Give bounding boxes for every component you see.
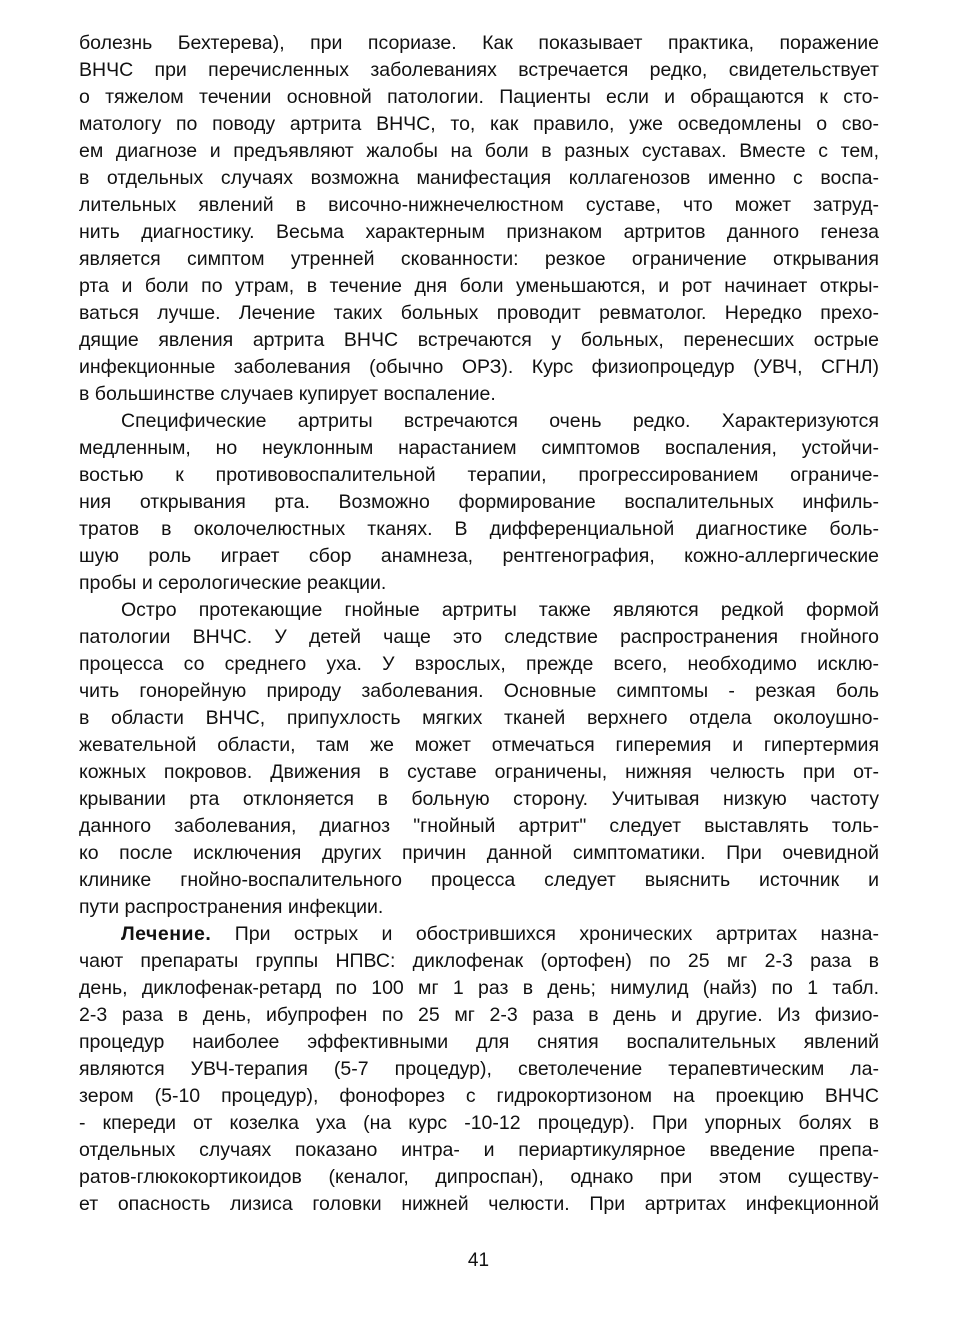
text-line: являются УВЧ-терапия (5-7 процедур), светолечение терапевтическим ла- [79, 1058, 879, 1080]
text-line: ратов-глюкокортикоидов (кеналог, дипроспан), однако при этом существу- [79, 1166, 879, 1188]
text-line: день, диклофенак-ретард по 100 мг 1 раз в день; нимулид (найз) по 1 табл. [79, 977, 879, 999]
text-line: лительных явлений в височно-нижнечелюстном суставе, что может затруд- [79, 194, 879, 216]
text-line: инфекционные заболевания (обычно ОРЗ). Курс физиопроцедур (УВЧ, СГНЛ) [79, 356, 879, 378]
text-line: рта и боли по утрам, в течение дня боли уменьшаются, и рот начинает откры- [79, 275, 879, 297]
text-line: данного заболевания, диагноз "гнойный артрит" следует выставлять толь- [79, 815, 879, 837]
text-line: матологу по поводу артрита ВНЧС, то, как правило, уже осведомлены о сво- [79, 113, 879, 135]
text-line: в области ВНЧС, припухлость мягких тканей верхнего отдела околоушно- [79, 707, 879, 729]
page-number: 41 [467, 1250, 490, 1271]
text-line: шую роль играет сбор анамнеза, рентгенография, кожно-аллергические [79, 545, 879, 567]
text-line: востью к противовоспалительной терапии, прогрессированием ограниче- [79, 464, 879, 486]
text-line: в отдельных случаях возможна манифестация коллагенозов именно с воспа- [79, 167, 879, 189]
text-line: процедур наиболее эффективными для снятия воспалительных явлений [79, 1031, 879, 1053]
paragraph-2 [79, 408, 879, 597]
text-line: о тяжелом течении основной патологии. Пациенты если и обращаются к сто- [79, 86, 879, 108]
text-line: нить диагностику. Весьма характерным признаком артритов данного генеза [79, 221, 879, 243]
text-line: болезнь Бехтерева), при псориазе. Как показывает практика, поражение [79, 32, 879, 54]
paragraph-3 [79, 597, 879, 921]
paragraph-4 [79, 921, 879, 1218]
text-line: ВНЧС при перечисленных заболеваниях встречается редко, свидетельствует [79, 59, 879, 81]
text-line: ния открывания рта. Возможно формирование воспалительных инфиль- [79, 491, 879, 513]
text-line: пробы и серологические реакции. [79, 572, 387, 594]
text-line: крывании рта отклоняется в больную сторону. Учитывая низкую частоту [79, 788, 879, 810]
page-body [79, 30, 879, 1218]
text-line: чить гонорейную природу заболевания. Основные симптомы - резкая боль [79, 680, 879, 702]
text-line: патологии ВНЧС. У детей чаще это следствие распространения гнойного [79, 626, 879, 648]
text-line: ваться лучше. Лечение таких больных проводит ревматолог. Нередко прехо- [79, 302, 879, 324]
text-line: процесса со среднего уха. У взрослых, прежде всего, необходимо исклю- [79, 653, 879, 675]
text-line: является симптом утренней скованности: резкое ограничение открывания [79, 248, 879, 270]
text-line: жевательной области, там же может отмечаться гиперемия и гипертермия [79, 734, 879, 756]
run-in-heading: Лечение. [121, 923, 212, 945]
text-line: чают препараты группы НПВС: диклофенак (ортофен) по 25 мг 2-3 раза в [79, 950, 879, 972]
text-line: ет опасность лизиса головки нижней челюсти. При артритах инфекционной [79, 1193, 879, 1215]
text-line: 2-3 раза в день, ибупрофен по 25 мг 2-3 раза в день и другие. Из физио- [79, 1004, 879, 1026]
text-line: медленным, но неуклонным нарастанием симптомов воспаления, устойчи- [79, 437, 879, 459]
text-line: Остро протекающие гнойные артриты также являются редкой формой [121, 599, 879, 621]
text-line: Специфические артриты встречаются очень редко. Характеризуются [121, 410, 879, 432]
text-line: ко после исключения других причин данной симптоматики. При очевидной [79, 842, 879, 864]
text-line-rest: При острых и обострившихся хронических артритах назна- [211, 923, 879, 945]
text-line: клинике гнойно-воспалительного процесса следует выяснить источник и [79, 869, 879, 891]
paragraph-1 [79, 30, 879, 408]
text-line: отдельных случаях показано интра- и периартикулярное введение препа- [79, 1139, 879, 1161]
text-line: - кпереди от козелка уха (на курс -10-12 процедур). При упорных болях в [79, 1112, 879, 1134]
text-line: пути распространения инфекции. [79, 896, 384, 918]
text-line: кожных покровов. Движения в суставе ограничены, нижняя челюсть при от- [79, 761, 879, 783]
text-line [79, 921, 879, 948]
text-line: дящие явления артрита ВНЧС встречаются у больных, перенесших острые [79, 329, 879, 351]
text-line: зером (5-10 процедур), фонофорез с гидрокортизоном на проекцию ВНЧС [79, 1085, 879, 1107]
text-line: тратов в околочелюстных тканях. В дифференциальной диагностике боль- [79, 518, 879, 540]
text-line: ем диагнозе и предъявляют жалобы на боли в разных суставах. Вместе с тем, [79, 140, 879, 162]
text-line: в большинстве случаев купирует воспаление. [79, 383, 496, 405]
